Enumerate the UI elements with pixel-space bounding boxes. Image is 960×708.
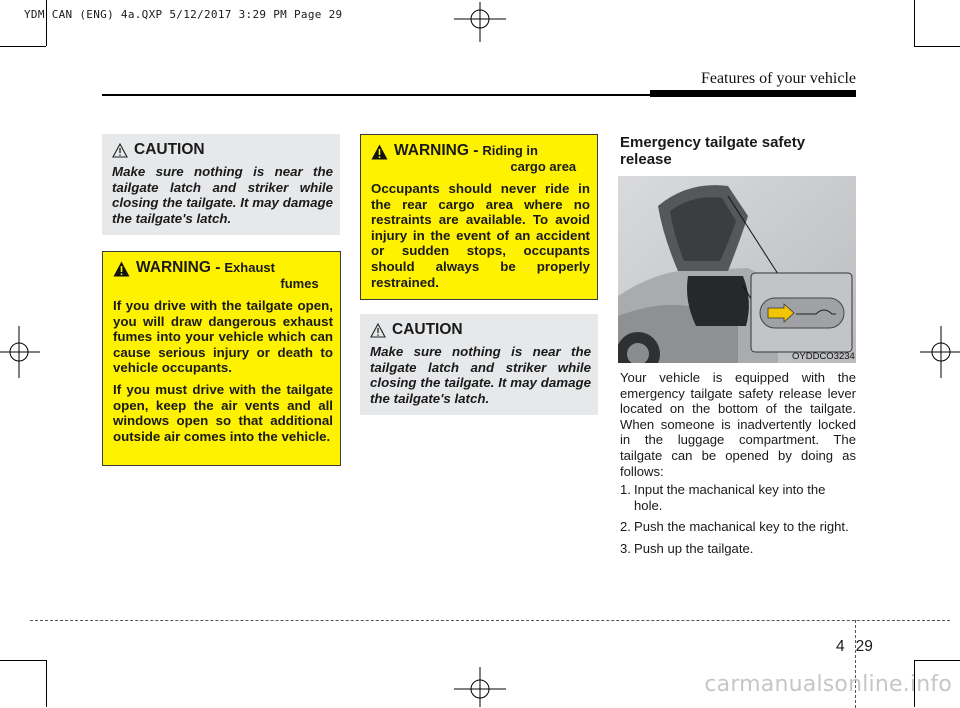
- procedure-steps: [620, 482, 856, 562]
- caution-text: Make sure nothing is near the tailgate latch and striker while closing the tailgate. It may damage the tailgate's latch.: [112, 164, 333, 226]
- warning-label: WARNING -: [136, 259, 221, 276]
- list-item: [620, 541, 856, 557]
- step-text: Input the machanical key into the hole.: [634, 482, 826, 513]
- emergency-release-intro: [620, 370, 856, 485]
- warning-paragraph: Occupants should never ride in the rear cargo area where no restraints are available. To avoid injury in the event of an accident or sudden stops, occupants should always be properly restrained.: [371, 181, 590, 290]
- registration-mark-right: [920, 326, 960, 378]
- section-title: Features of your vehicle: [700, 70, 856, 87]
- registration-mark-top: [454, 2, 506, 42]
- page-number-value: 29: [855, 638, 873, 655]
- caution-title: [112, 142, 333, 158]
- warning-box-cargo-area: [360, 134, 598, 300]
- footer-dashed-line: [30, 620, 950, 621]
- caution-title: [370, 322, 591, 338]
- caution-label: CAUTION: [392, 321, 463, 338]
- warning-subtitle-line2: cargo area: [510, 159, 577, 174]
- tailgate-release-illustration: [618, 176, 856, 363]
- crop-mark: [46, 0, 47, 46]
- registration-mark-bottom: [454, 667, 506, 707]
- caution-box-tailgate-latch: [102, 134, 340, 235]
- step-number: 3.: [620, 540, 631, 556]
- header-rule-accent: [650, 90, 856, 97]
- image-code: OYDDCO3234: [792, 351, 855, 362]
- list-item: [620, 519, 856, 535]
- crop-mark: [914, 46, 960, 47]
- step-number: 1.: [620, 482, 631, 497]
- crop-mark: [914, 660, 960, 661]
- watermark[interactable]: carmanualsonline.info: [704, 672, 952, 697]
- caution-triangle-icon: [112, 143, 128, 158]
- list-item: [620, 482, 856, 513]
- caution-text: Make sure nothing is near the tailgate latch and striker while closing the tailgate. It may damage the tailgate's latch.: [370, 344, 591, 406]
- warning-triangle-icon: [113, 261, 130, 277]
- caution-triangle-icon: [370, 323, 386, 338]
- step-text: Push the machanical key to the right.: [634, 519, 849, 535]
- warning-subtitle: [478, 143, 576, 175]
- crop-mark: [0, 660, 46, 661]
- warning-label: WARNING -: [394, 142, 479, 159]
- caution-label: CAUTION: [134, 141, 205, 158]
- warning-triangle-icon: [371, 144, 388, 160]
- crop-mark: [0, 46, 46, 47]
- header-rule: [102, 94, 650, 96]
- print-header: YDM CAN (ENG) 4a.QXP 5/12/2017 3:29 PM Page 29: [24, 8, 343, 21]
- step-text: Push up the tailgate.: [634, 540, 754, 556]
- warning-subtitle-line2: fumes: [280, 276, 319, 291]
- warning-subtitle-line1: Exhaust: [224, 260, 275, 275]
- registration-mark-left: [0, 326, 40, 378]
- intro-paragraph: Your vehicle is equipped with the emergency tailgate safety release lever located on the bottom of the tailgate. When someone is inadvertently locked in the luggage compartment. The tailgate can be opened by doing as follows:: [620, 370, 856, 479]
- crop-mark: [914, 0, 915, 46]
- warning-paragraph: If you must drive with the tailgate open, keep the air vents and all windows open so that additional outside air comes into the vehicle.: [113, 381, 333, 444]
- step-number: 2.: [620, 519, 631, 535]
- warning-subtitle-line1: Riding in: [482, 143, 538, 158]
- crop-mark: [46, 660, 47, 707]
- emergency-release-heading: Emergency tailgate safety release: [620, 134, 806, 168]
- chapter-number: 4: [836, 638, 845, 655]
- warning-paragraph: If you drive with the tailgate open, you will draw dangerous exhaust fumes into your vehicle which can cause serious injury or death to vehicle occupants.: [113, 298, 333, 376]
- warning-box-exhaust-fumes: [102, 251, 341, 466]
- warning-title: [371, 143, 590, 175]
- tailgate-photo-drawing: [618, 176, 856, 363]
- warning-title: [113, 260, 333, 292]
- warning-subtitle: [220, 260, 318, 292]
- caution-box-tailgate-latch: [360, 314, 598, 415]
- page-number: [836, 638, 873, 656]
